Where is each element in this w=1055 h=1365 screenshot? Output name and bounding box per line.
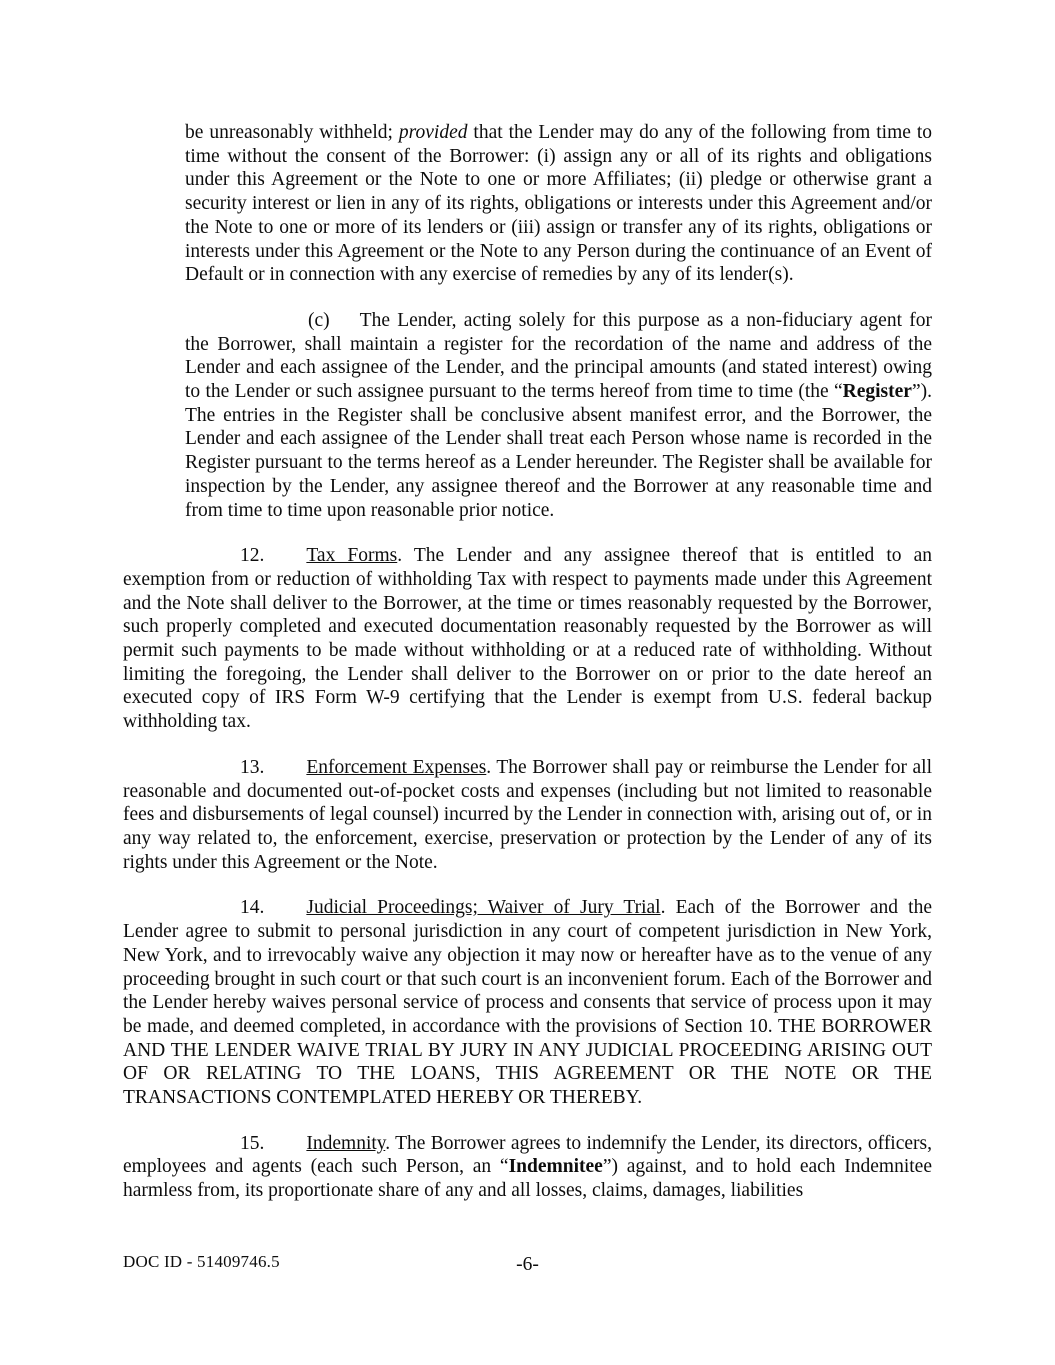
defined-term: Indemnitee [508, 1156, 603, 1178]
section-14-judicial-proceedings-jury-waiver [123, 896, 932, 1109]
text-run: . The Borrower agrees to indemnify the Lender, its directors, officers, employees and agents (each such Person, an “ [123, 1132, 932, 1178]
section-heading: Indemnity [306, 1132, 386, 1154]
text-run: . The Lender and any assignee thereof that is entitled to an exemption from or reduction of withholding Tax with respect to payments made under this Agreement and the Note shall deliver to the Borrower, at the time or times reasonably requested by the Borrower, such properly completed and executed documentation reasonably requested by the Borrower as will permit such payments to be made without withholding or at a reduced rate of withholding. Without limiting the foregoing, the Lender shall deliver to the Borrower on or prior to the date hereof an executed copy of IRS Form W-9 certifying that the Lender is exempt from U.S. federal backup withholding tax. [123, 545, 932, 733]
section-12-tax-forms [123, 544, 932, 734]
text-run: be unreasonably withheld; [185, 122, 399, 143]
footer-page-number: -6- [516, 1254, 539, 1275]
section-number: 15. [240, 1132, 265, 1154]
text-run: . Each of the Borrower and the Lender agree to submit to personal jurisdiction in any court of competent jurisdiction in New York, New York, and to irrevocably waive any objection it may now or hereafter have as to the venue of any proceeding brought in such court or that such court is an inconvenient forum. Each of the Borrower and the Lender hereby waives personal service of process and consents that service of process upon it may be made, and deemed completed, in accordance with the provisions of Section 10. THE BORROWER AND THE LENDER WAIVE TRIAL BY JURY IN ANY JUDICIAL PROCEEDING ARISING OUT OF OR RELATING TO THE LOANS, THIS AGREEMENT OR THE NOTE OR THE TRANSACTIONS CONTEMPLATED HEREBY OR THEREBY. [123, 897, 933, 1109]
paragraph-c-register [185, 309, 932, 522]
text-run: ”). The entries in the Register shall be conclusive absent manifest error, and the Borrower, the Lender and each assignee of the Lender shall treat each Person whose name is recorded in the Register pursuant to the terms hereof as a Lender hereunder. The Register shall be available for inspection by the Lender, any assignee thereof and the Borrower at any reasonable time and from time to time upon reasonable prior notice. [185, 381, 932, 521]
clause-letter: (c) [308, 309, 330, 331]
footer-doc-id: DOC ID - 51409746.5 [123, 1252, 280, 1271]
text-run: that the Lender may do any of the following from time to time without the consent of the Borrower: (i) assign any or all of its rights and obligations under this Agreement or the Note to one or more Affiliates; (ii) pledge or otherwise grant a security interest or lien in any of its rights, obligations or interests under this Agreement and/or the Note to one or more of its lenders or (iii) assign or transfer any of its rights, obligations or interests under this Agreement or the Note to any Person during the continuance of an Event of Default or in connection with any exercise of remedies by any of its lender(s). [185, 122, 933, 286]
text-run: provided [398, 122, 468, 143]
section-heading: Tax Forms [306, 545, 398, 567]
section-number: 14. [240, 897, 265, 919]
defined-term: Register [842, 381, 912, 403]
paragraph-assignment-continuation [185, 121, 932, 287]
section-number: 13. [240, 756, 265, 778]
section-15-indemnity [123, 1132, 932, 1203]
text-run: . The Borrower shall pay or reimburse the Lender for all reasonable and documented out-of-pocket costs and expenses (including but not limited to reasonable fees and disbursements of legal counsel) incurred by the Lender in connection with, arising out of, or in any way related to, the enforcement, exercise, preservation or protection by the Lender of any of its rights under this Agreement or the Note. [123, 756, 932, 873]
section-heading: Enforcement Expenses [306, 756, 487, 778]
section-13-enforcement-expenses [123, 756, 932, 875]
text-run: ”) against, and to hold each Indemnitee harmless from, its proportionate share of any and all losses, claims, damages, liabilities [123, 1156, 932, 1202]
section-heading: Judicial Proceedings; Waiver of Jury Trial [306, 897, 661, 919]
text-run: The Lender, acting solely for this purpose as a non-fiduciary agent for the Borrower, shall maintain a register for the recordation of the name and address of the Lender and each assignee of the Lender, and the principal amounts (and stated interest) owing to the Lender or such assignee pursuant to the terms hereof from time to time (the “ [185, 309, 932, 403]
document-body [123, 121, 932, 1225]
section-number: 12. [240, 545, 265, 567]
